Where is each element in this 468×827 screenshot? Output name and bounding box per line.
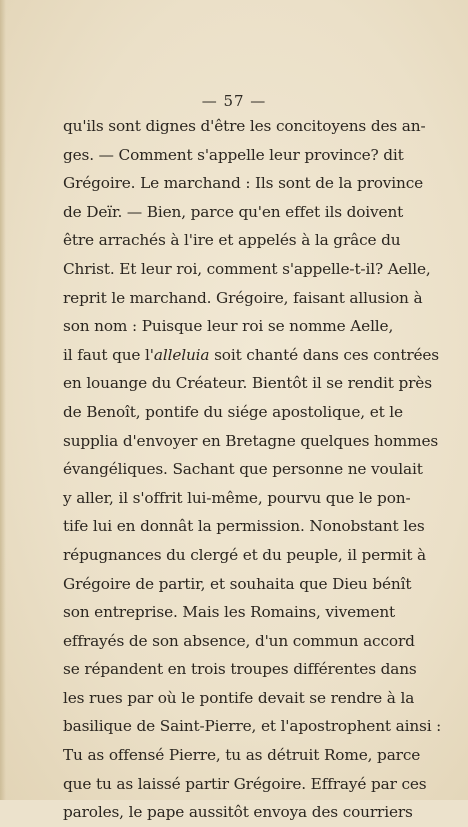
- text-line: son nom : Puisque leur roi se nomme Aelle,: [63, 317, 394, 336]
- text-line: se répandent en trois troupes différentes dans: [63, 660, 417, 679]
- text-line: effrayés de son absence, d'un commun accord: [63, 631, 415, 650]
- text-segment: il faut que l': [63, 345, 154, 364]
- text-line: de Deïr. — Bien, parce qu'en effet ils doivent: [63, 202, 404, 221]
- text-line: les rues par où le pontife devait se rendre à la: [63, 688, 415, 707]
- text-line-with-italic: [63, 341, 440, 370]
- text-line: évangéliques. Sachant que personne ne voulait: [63, 460, 423, 479]
- text-line: Grégoire. Le marchand : Ils sont de la province: [63, 174, 424, 193]
- text-line: Tu as offensé Pierre, tu as détruit Rome, parce: [63, 746, 421, 765]
- text-line: son entreprise. Mais les Romains, vivement: [63, 603, 396, 622]
- text-line: paroles, le pape aussitôt envoya des courriers: [63, 803, 413, 822]
- text-line: de Benoît, pontife du siége apostolique, et le: [63, 402, 403, 421]
- text-line: supplia d'envoyer en Bretagne quelques hommes: [63, 431, 439, 450]
- page-number: — 57 —: [201, 92, 267, 110]
- text-line: Grégoire de partir, et souhaita que Dieu bénît: [63, 574, 412, 593]
- text-line: qu'ils sont dignes d'être les concitoyens des an-: [63, 117, 426, 135]
- text-line: répugnances du clergé et du peuple, il permit à: [63, 545, 427, 564]
- text-line: que tu as laissé partir Grégoire. Effrayé par ces: [63, 774, 427, 793]
- text-line: y aller, il s'offrit lui-même, pourvu que le pon-: [63, 488, 411, 507]
- text-line: reprit le marchand. Grégoire, faisant allusion à: [63, 288, 423, 307]
- body-text: [63, 112, 442, 827]
- text-line: Christ. Et leur roi, comment s'appelle-t-il? Aelle,: [63, 259, 431, 278]
- page-gutter-shadow: [0, 0, 6, 800]
- text-line: basilique de Saint-Pierre, et l'apostrophent ainsi :: [63, 717, 442, 736]
- italic-word-alleluia: alleluia: [153, 345, 210, 364]
- text-line: tife lui en donnât la permission. Nonobstant les: [63, 517, 425, 536]
- text-segment: soit chanté dans ces contrées: [209, 345, 440, 364]
- text-line: en louange du Créateur. Bientôt il se rendit près: [63, 374, 432, 393]
- text-line: ges. — Comment s'appelle leur province? dit: [63, 145, 404, 164]
- text-line: être arrachés à l'ire et appelés à la grâce du: [63, 231, 401, 250]
